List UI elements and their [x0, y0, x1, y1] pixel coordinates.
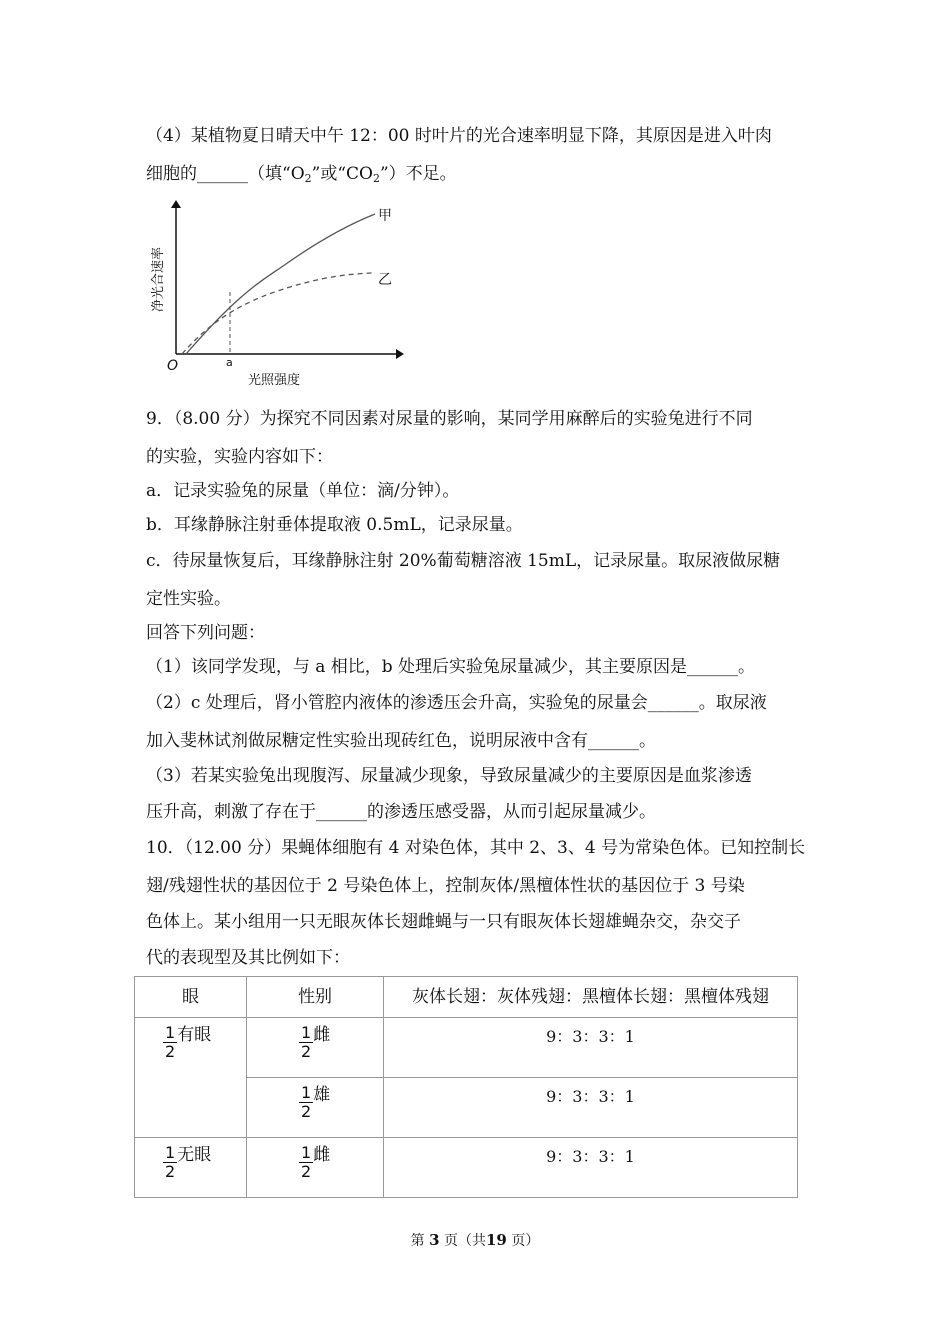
q9-step-c-line2: 定性实验。: [146, 589, 231, 609]
fraction-half: $\frac{1}{2}$: [301, 1023, 312, 1061]
tick-a-label: a: [226, 356, 233, 369]
fraction-half: $\frac{1}{2}$: [165, 1143, 176, 1181]
fraction-half: $\frac{1}{2}$: [301, 1083, 312, 1121]
q9-part3-line2: 压升高，刺激了存在于______的渗透压感受器，从而引起尿量减少。: [146, 802, 656, 822]
cell-eye-absent: $\frac{1}{2}$ 无眼: [135, 1138, 247, 1198]
page-footer: 第 3 页（共19 页）: [410, 1231, 540, 1249]
q9-part3-line1: （3）若某实验兔出现腹泻、尿量减少现象，导致尿量减少的主要原因是血浆渗透: [146, 766, 752, 786]
q8-part4-line2: 细胞的______（填“$O_2$”或“$CO_2$”）不足。: [146, 164, 457, 185]
y-axis-arrow-icon: [171, 200, 181, 208]
cell-ratio: 9：3：3：1: [384, 1018, 798, 1078]
fraction-half: $\frac{1}{2}$: [301, 1143, 312, 1181]
cell-sex-male: $\frac{1}{2}$ 雄: [247, 1078, 384, 1138]
q9-step-a: a．记录实验兔的尿量（单位：滴/分钟）。: [146, 481, 460, 501]
q10-line4: 代的表现型及其比例如下：: [146, 948, 350, 968]
table-row: [135, 1018, 798, 1078]
page-total: 19: [486, 1231, 507, 1249]
q10-line1: 10．（12.00 分）果蝇体细胞有 4 对染色体，其中 2、3、4 号为常染色体。已知控制长: [146, 838, 806, 858]
origin-label: O: [167, 358, 179, 374]
q9-part2-line1: （2）c 处理后，肾小管腔内液体的渗透压会升高，实验兔的尿量会______。取尿液: [146, 693, 767, 713]
header-eye: 眼: [135, 977, 247, 1018]
phenotype-table: [134, 976, 798, 1198]
curve-yi: [182, 273, 372, 354]
legend-jia: 甲: [378, 208, 392, 224]
curve-jia: [186, 214, 375, 354]
q8-part4-line1: （4）某植物夏日晴天中午 12：00 时叶片的光合速率明显下降，其原因是进入叶肉: [146, 126, 772, 146]
header-phenotype: 灰体长翅：灰体残翅：黑檀体长翅：黑檀体残翅: [384, 977, 798, 1018]
q9-step-b: b．耳缘静脉注射垂体提取液 0.5mL，记录尿量。: [146, 515, 523, 535]
cell-eye-present: $\frac{1}{2}$ 有眼: [135, 1018, 247, 1138]
table-header-row: [135, 977, 798, 1018]
table-row: [135, 1138, 798, 1198]
cell-ratio: 9：3：3：1: [384, 1078, 798, 1138]
cell-sex-female: $\frac{1}{2}$ 雌: [247, 1138, 384, 1198]
header-sex: 性别: [247, 977, 384, 1018]
q9-prompt: 回答下列问题：: [146, 623, 265, 643]
q9-line2: 的实验，实验内容如下：: [146, 447, 333, 467]
legend-yi: 乙: [378, 272, 392, 288]
q10-line2: 翅/残翅性状的基因位于 2 号染色体上，控制灰体/黑檀体性状的基因位于 3 号染: [146, 876, 745, 896]
fraction-half: $\frac{1}{2}$: [165, 1023, 176, 1061]
x-axis-arrow-icon: [396, 349, 404, 359]
cell-ratio: 9：3：3：1: [384, 1138, 798, 1198]
page-number: 3: [429, 1231, 440, 1249]
y-axis-label: 净光合速率: [151, 246, 166, 312]
q10-line3: 色体上。某小组用一只无眼灰体长翅雌蝇与一只有眼灰体长翅雄蝇杂交，杂交子: [146, 912, 741, 932]
cell-sex-female: $\frac{1}{2}$ 雌: [247, 1018, 384, 1078]
photosynthesis-figure: [140, 192, 410, 392]
q9-part1: （1）该同学发现，与 a 相比，b 处理后实验兔尿量减少，其主要原因是______。: [146, 657, 756, 677]
q9-line1: 9．（8.00 分）为探究不同因素对尿量的影响，某同学用麻醉后的实验兔进行不同: [146, 409, 753, 429]
q9-part2-line2: 加入斐林试剂做尿糖定性实验出现砖红色，说明尿液中含有______。: [146, 731, 656, 751]
q9-step-c-line1: c．待尿量恢复后，耳缘静脉注射 20%葡萄糖溶液 15mL，记录尿量。取尿液做尿糖: [146, 551, 781, 571]
x-axis-label: 光照强度: [248, 373, 301, 388]
